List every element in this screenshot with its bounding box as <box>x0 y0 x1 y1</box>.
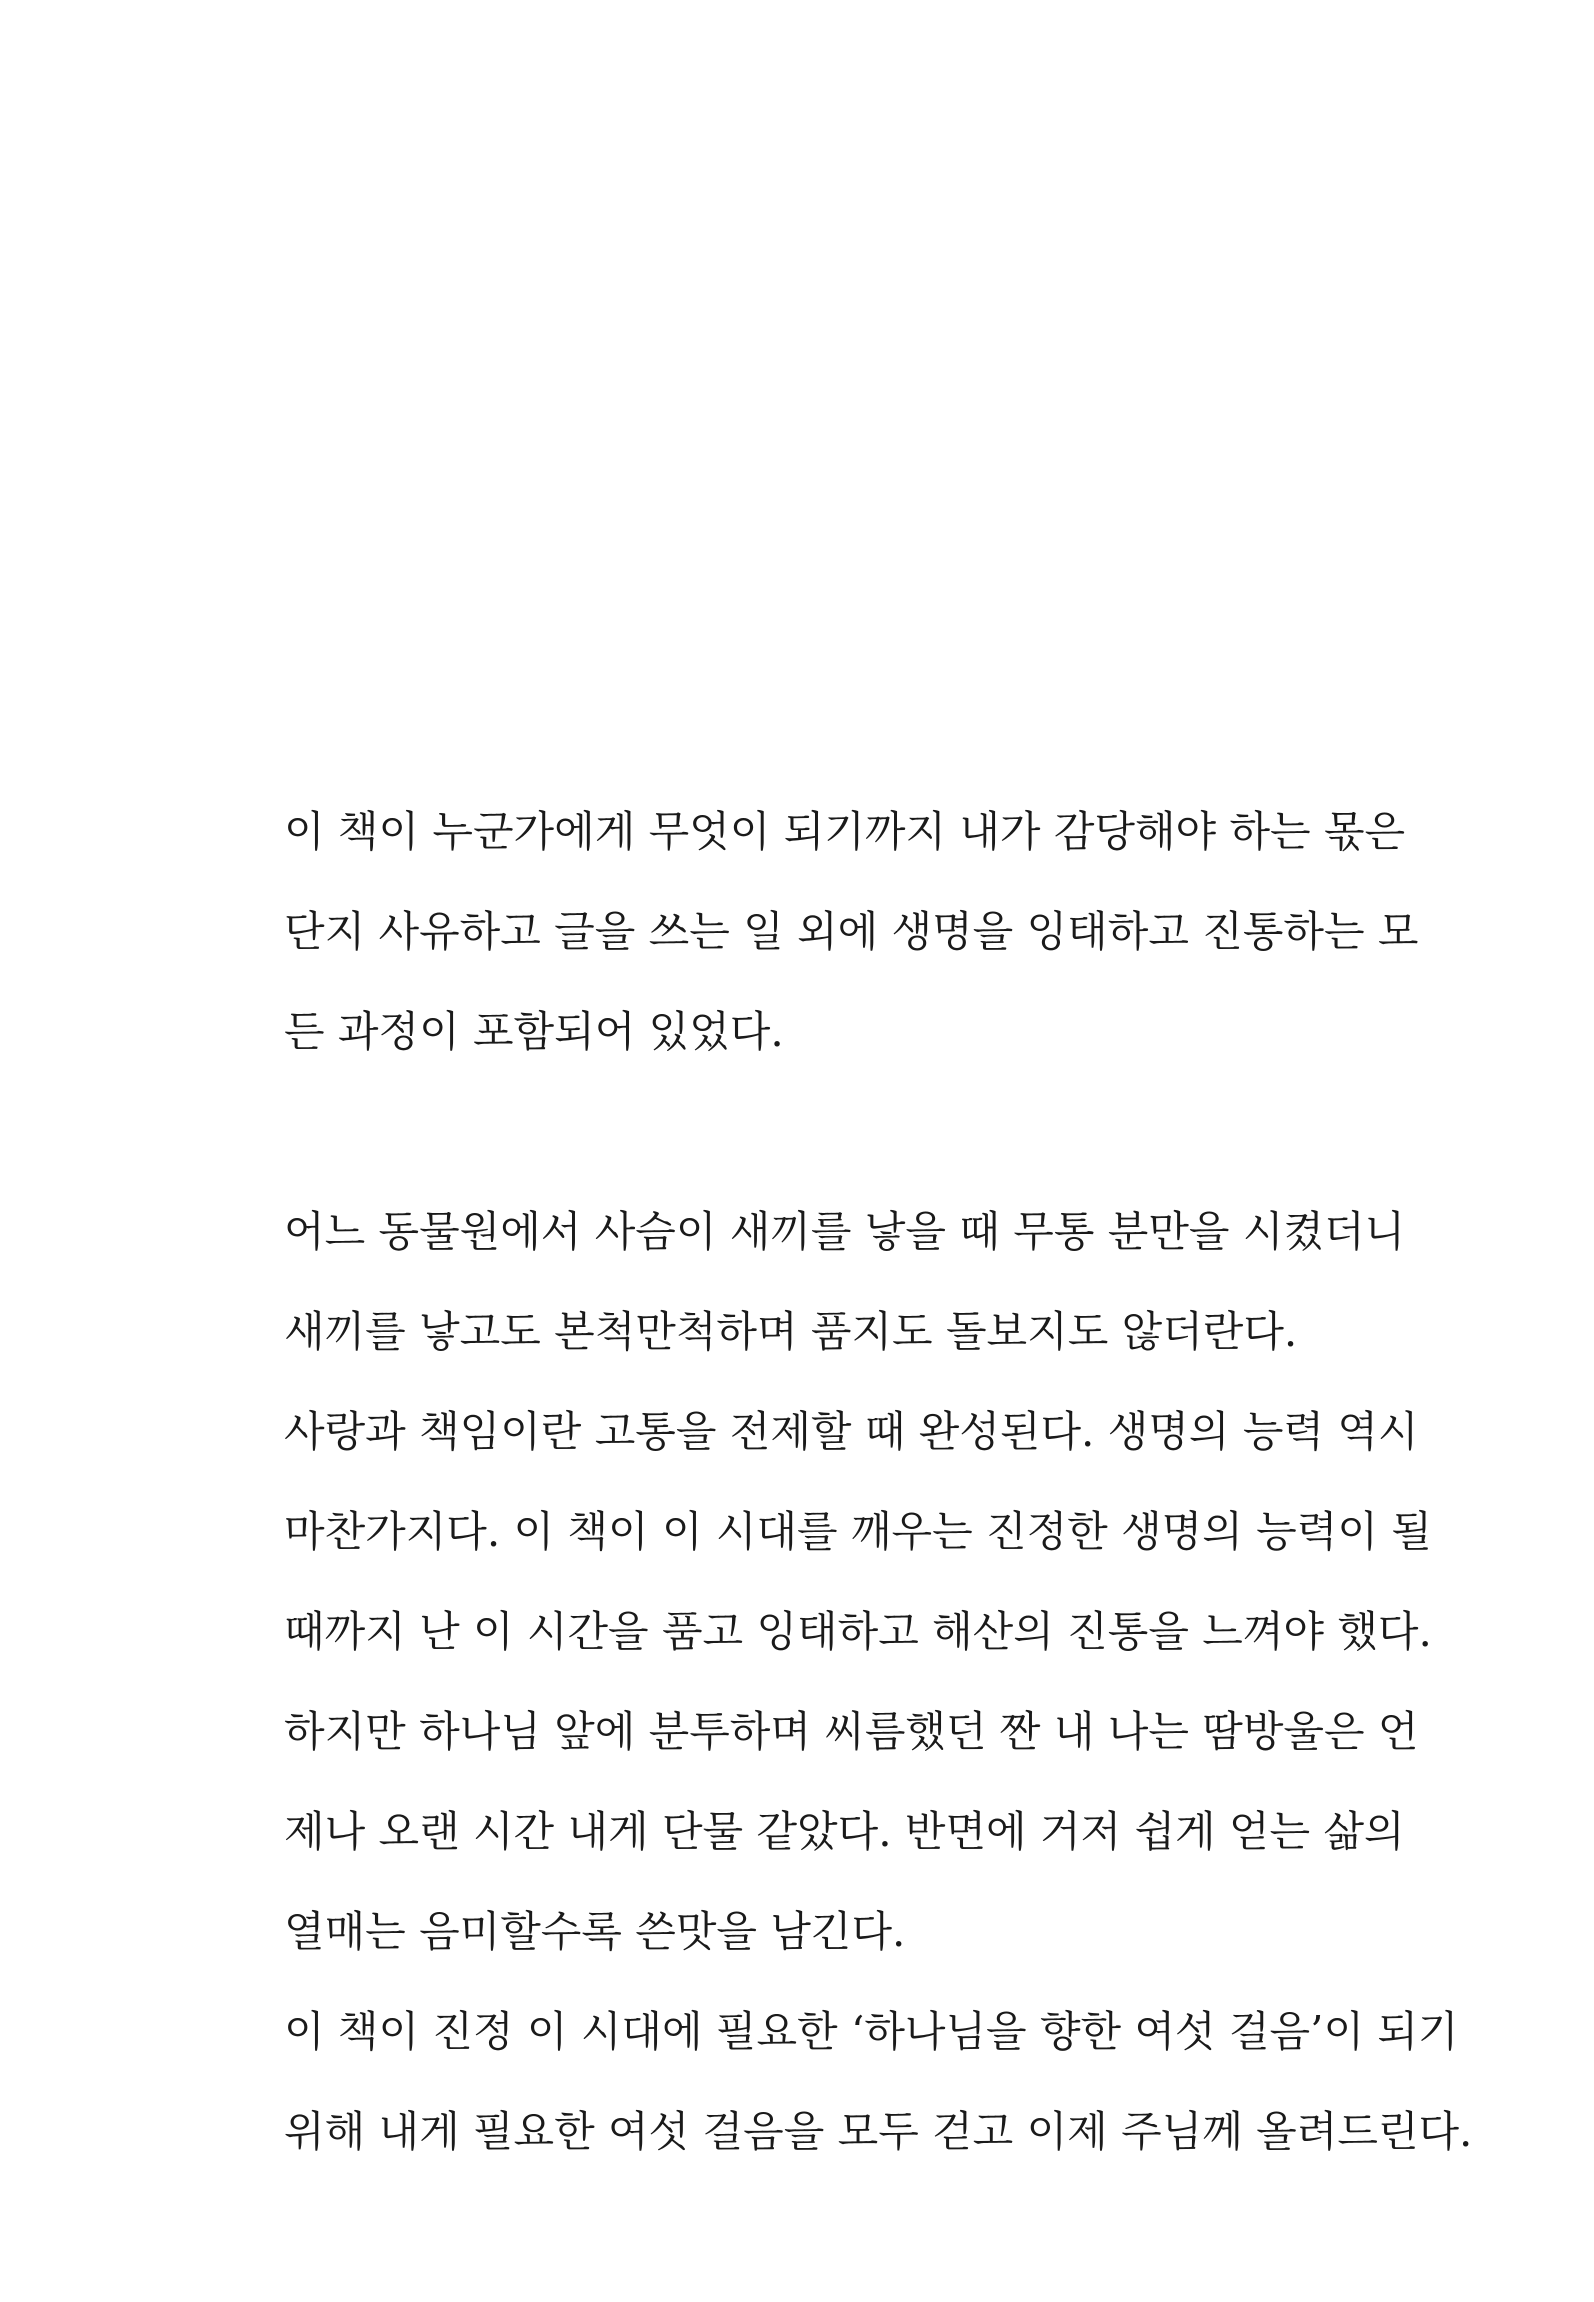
text-line: 사랑과 책임이란 고통을 전제할 때 완성된다. 생명의 능력 역시 <box>284 1407 1419 1456</box>
text-line: 때까지 난 이 시간을 품고 잉태하고 해산의 진통을 느껴야 했다. <box>284 1607 1432 1656</box>
body-text <box>284 800 1473 2200</box>
text-line: 이 책이 누군가에게 무엇이 되기까지 내가 감당해야 하는 몫은 <box>284 807 1406 856</box>
text-line: 하지만 하나님 앞에 분투하며 씨름했던 짠 내 나는 땀방울은 언 <box>284 1707 1419 1756</box>
text-line: 든 과정이 포함되어 있었다. <box>284 1007 784 1056</box>
text-line: 이 책이 진정 이 시대에 필요한 ‘하나님을 향한 여섯 걸음’이 되기 <box>284 2007 1459 2056</box>
paragraph-1 <box>284 800 1419 1100</box>
text-line: 위해 내게 필요한 여섯 걸음을 모두 걷고 이제 주님께 올려드린다. <box>284 2107 1473 2156</box>
text-line: 열매는 음미할수록 쓴맛을 남긴다. <box>284 1907 906 1956</box>
text-line: 제나 오랜 시간 내게 단물 같았다. 반면에 거저 쉽게 얻는 삶의 <box>284 1807 1405 1856</box>
paragraph-2 <box>284 1200 1473 2200</box>
text-line: 어느 동물원에서 사슴이 새끼를 낳을 때 무통 분만을 시켰더니 <box>284 1207 1406 1256</box>
text-line: 마찬가지다. 이 책이 이 시대를 깨우는 진정한 생명의 능력이 될 <box>284 1507 1432 1556</box>
paragraph-spacer <box>284 1100 1384 1200</box>
text-line: 새끼를 낳고도 본척만척하며 품지도 돌보지도 않더란다. <box>284 1307 1298 1356</box>
text-line: 단지 사유하고 글을 쓰는 일 외에 생명을 잉태하고 진통하는 모 <box>284 907 1419 956</box>
